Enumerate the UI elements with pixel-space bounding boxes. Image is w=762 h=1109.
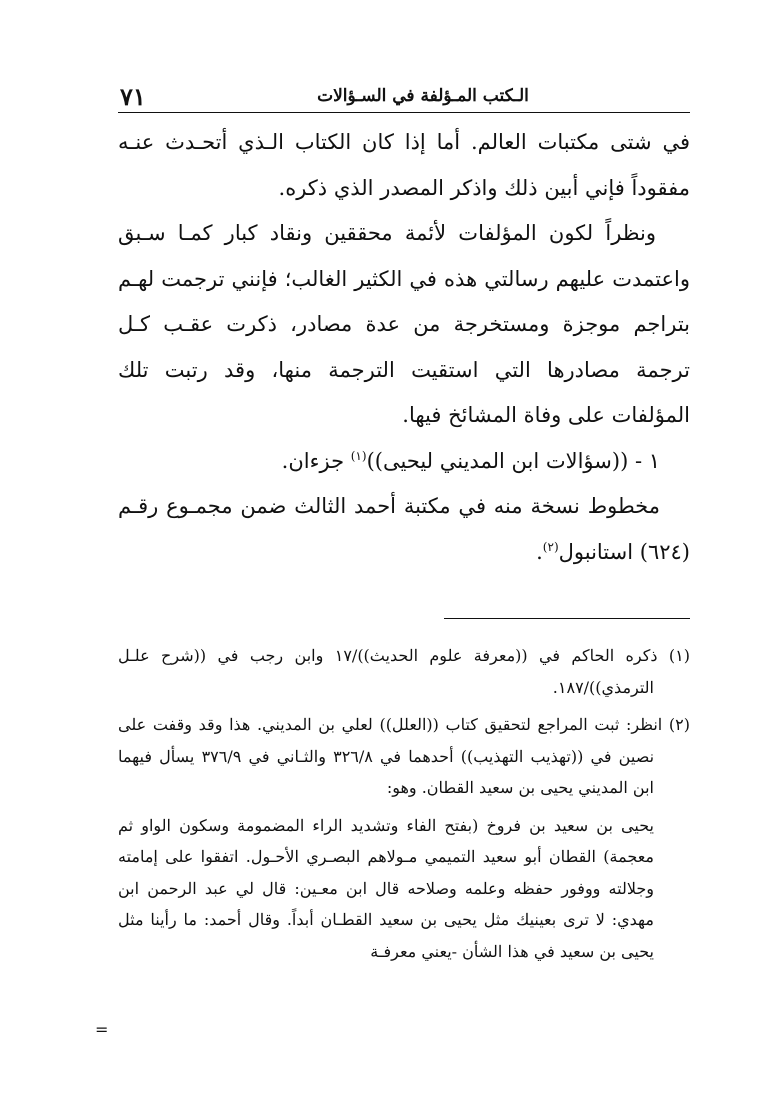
entry-title-line [118,439,690,485]
margin-mark: = [95,1020,109,1039]
footnote-ref: (١) [350,448,367,463]
entry-description [118,484,690,575]
main-text [118,120,690,575]
page-number: ٧١ [120,82,146,111]
entry-title: ١ - ((سؤالات ابن المديني ليحيى)) [366,448,660,473]
footnote [118,709,690,804]
paragraph: في شتى مكتبات العالم. أما إذا كان الكتاب الـذي أتحـدث عنـه مفقوداً فإني أبين ذلك واذكر المصدر الذي ذكره. [118,130,690,200]
footnote-marker: (٢) [668,715,691,734]
entry-description-end: . [536,539,543,564]
running-title: الـكتب المـؤلفة في السـؤالات [317,86,529,106]
paragraph: ونظراً لكون المؤلفات لأئمة محققين ونقاد كبار كمـا سـبق واعتمدت عليهم رسالتي هذه في الكثير الغالب؛ فإنني ترجمت لهـم بتراجم موجزة ومستخرجة من عدة مصادر، ذكرت عقـب كـل ترجمة مصادرها التي استقيت الترجمة منها، وقد رتبت تلك المؤلفات على وفاة المشائخ فيها. [118,221,690,427]
footnotes [118,640,690,967]
page-header [118,82,690,113]
footnote-marker: (١) [668,646,690,665]
footnote-text: ذكره الحاكم في ((معرفة علوم الحديث))/١٧ وابن رجب في ((شرح علـل الترمذي))/١٨٧. [118,646,658,697]
footnote-divider [444,618,690,619]
entry-description-text: مخطوط نسخة منه في مكتبة أحمد الثالث ضمن مجمـوع رقـم (٦٢٤) استانبول [118,494,690,564]
footnote [118,640,690,703]
footnote-text: انظر: ثبت المراجع لتحقيق كتاب ((العلل)) لعلي بن المديني. هذا وقد وقفت على نصين في ((تهذيب التهذيب)) أحدهما في ٣٢٦/٨ والثـاني في ٣٧٦/٩ يسأل فيهما ابن المديني يحيى بن سعيد القطان. وهو: [118,715,663,797]
entry-suffix: جزءان. [281,448,351,473]
footnote-continuation-wrap [118,810,690,968]
footnote-continuation: يحيى بن سعيد بن فروخ (بفتح الفاء وتشديد الراء المضمومة وسكون الواو ثم معجمة) القطان أبو سعيد التميمي مـولاهم البصـري الأحـول. اتفقوا على إمامته وجلالته ووفور حفظه وعلمه وصلاحه قال ابن معـين: قال لي عبد الرحمن ابن مهدي: لا ترى بعينيك مثل يحيى بن سعيد القطـان أبداً. وقال أحمد: ما رأينا مثل يحيى بن سعيد في هذا الشأن -يعني معرفـة [118,815,654,961]
footnote-ref: (٢) [542,539,559,554]
